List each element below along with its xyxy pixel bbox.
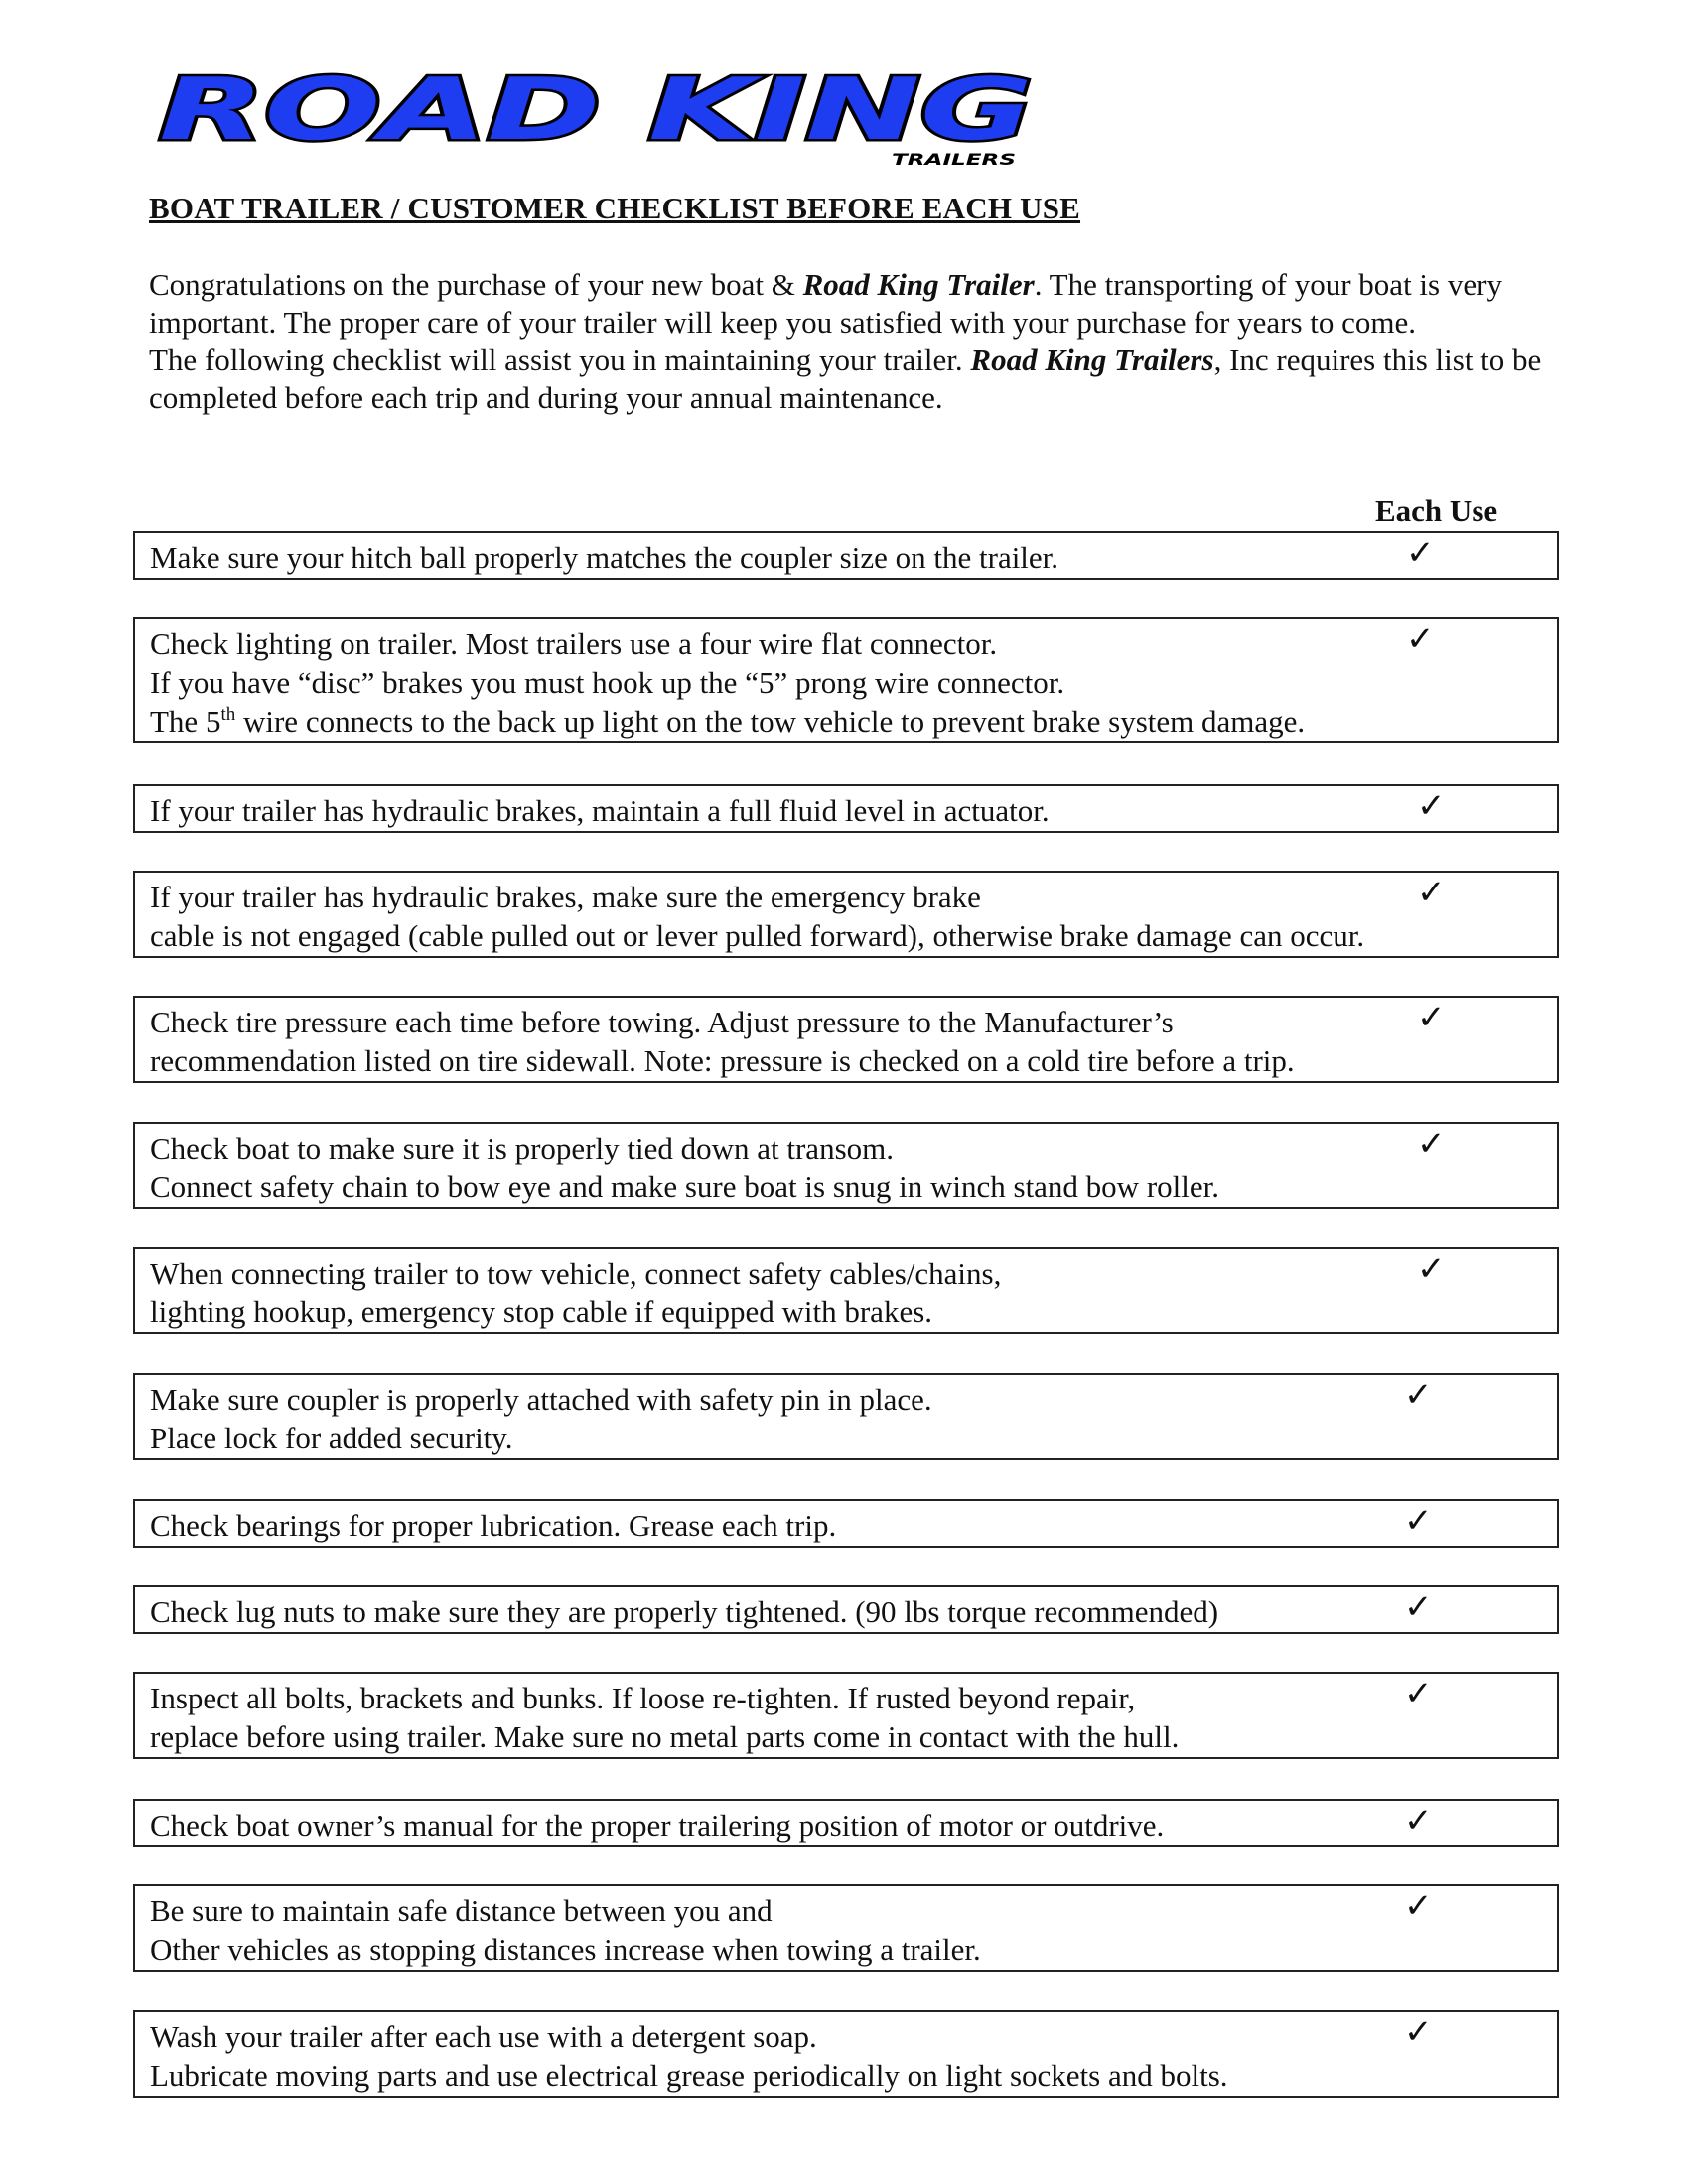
checklist-item	[133, 1499, 1559, 1548]
checkmark-icon: ✓	[1404, 2014, 1433, 2051]
checklist-item	[133, 1373, 1559, 1460]
checklist-item-text: Check bearings for proper lubrication. Grease each trip.	[150, 1508, 837, 1543]
checklist-item-text: Connect safety chain to bow eye and make sure boat is snug in winch stand bow roller.	[150, 1169, 1219, 1204]
checklist-item	[133, 617, 1559, 743]
checklist-item-text: If your trailer has hydraulic brakes, maintain a full fluid level in actuator.	[150, 793, 1050, 828]
checklist-item-text: Lubricate moving parts and use electrical grease periodically on light sockets and bolts.	[150, 2058, 1228, 2093]
checklist-item	[133, 871, 1559, 958]
checkmark-icon: ✓	[1404, 1589, 1433, 1626]
checklist-item-text: cable is not engaged (cable pulled out or lever pulled forward), otherwise brake damage can occur.	[150, 918, 1365, 953]
checklist-item-text: Check boat owner’s manual for the proper trailering position of motor or outdrive.	[150, 1808, 1165, 1843]
checklist-item	[133, 531, 1559, 580]
checkmark-icon: ✓	[1417, 1126, 1446, 1162]
checkmark-icon: ✓	[1404, 1888, 1433, 1925]
checklist-item-text: Check tire pressure each time before towing. Adjust pressure to the Manufacturer’s	[150, 1005, 1174, 1039]
checklist-item-text: If your trailer has hydraulic brakes, make sure the emergency brake	[150, 880, 981, 914]
checklist-item-text: Other vehicles as stopping distances increase when towing a trailer.	[150, 1932, 981, 1967]
intro-text	[149, 266, 1549, 417]
checkmark-icon: ✓	[1417, 875, 1446, 911]
each-use-column-header: Each Use	[1375, 493, 1498, 528]
checklist-item-text: Make sure coupler is properly attached with safety pin in place.	[150, 1382, 932, 1417]
checkmark-icon: ✓	[1404, 1803, 1433, 1840]
checklist-item	[133, 1585, 1559, 1634]
page-title: BOAT TRAILER / CUSTOMER CHECKLIST BEFORE EACH USE	[149, 191, 1081, 225]
checklist-item	[133, 1672, 1559, 1759]
checkmark-icon: ✓	[1406, 535, 1435, 572]
checkmark-icon: ✓	[1406, 621, 1435, 658]
checklist-item	[133, 1122, 1559, 1209]
checklist-item-text: replace before using trailer. Make sure no metal parts come in contact with the hull.	[150, 1719, 1180, 1754]
checklist-item	[133, 1799, 1559, 1847]
checkmark-icon: ✓	[1417, 1251, 1446, 1288]
checklist-item	[133, 2010, 1559, 2098]
checklist-item-text: If you have “disc” brakes you must hook up the “5” prong wire connector.	[150, 665, 1065, 700]
checkmark-icon: ✓	[1404, 1676, 1433, 1712]
checklist-item-text: Check boat to make sure it is properly tied down at transom.	[150, 1131, 894, 1165]
checklist-item-text: Place lock for added security.	[150, 1421, 513, 1455]
checklist-item-text: Wash your trailer after each use with a detergent soap.	[150, 2019, 817, 2054]
logo-wordmark: ROAD KING	[159, 62, 1033, 160]
checklist-item-text: Make sure your hitch ball properly matches the coupler size on the trailer.	[150, 540, 1059, 575]
checkmark-icon: ✓	[1404, 1503, 1433, 1540]
checklist-item-text: recommendation listed on tire sidewall. Note: pressure is checked on a cold tire before a trip.	[150, 1043, 1295, 1078]
checklist-item	[133, 1247, 1559, 1334]
checklist-item-text: lighting hookup, emergency stop cable if equipped with brakes.	[150, 1295, 933, 1329]
intro-paragraph-2: The following checklist will assist you in maintaining your trailer. Road King Trailers, Inc requires this list to be completed before each trip and during your annual maintenance.	[149, 342, 1542, 415]
checkmark-icon: ✓	[1404, 1377, 1433, 1414]
checklist-item	[133, 996, 1559, 1083]
checklist-item-text: Check lighting on trailer. Most trailers use a four wire flat connector.	[150, 626, 998, 661]
checklist-item-text: The 5th wire connects to the back up light on the tow vehicle to prevent brake system damage.	[150, 704, 1306, 739]
checkmark-icon: ✓	[1417, 788, 1446, 825]
checklist-item-text: Check lug nuts to make sure they are properly tightened. (90 lbs torque recommended)	[150, 1594, 1219, 1629]
checklist-item-text: When connecting trailer to tow vehicle, connect safety cables/chains,	[150, 1256, 1002, 1291]
checklist-item-text: Be sure to maintain safe distance between you and	[150, 1893, 773, 1928]
checklist-item	[133, 784, 1559, 833]
checklist-item	[133, 1884, 1559, 1972]
intro-paragraph-1: Congratulations on the purchase of your new boat & Road King Trailer. The transporting of your boat is very important. The proper care of your trailer will keep you satisfied with your purchase for years to come.	[149, 267, 1502, 340]
checklist-item-text: Inspect all bolts, brackets and bunks. If loose re-tighten. If rusted beyond repair,	[150, 1681, 1136, 1715]
checkmark-icon: ✓	[1417, 1000, 1446, 1036]
logo-subtitle: TRAILERS	[892, 150, 1016, 169]
road-king-logo	[147, 62, 1041, 171]
